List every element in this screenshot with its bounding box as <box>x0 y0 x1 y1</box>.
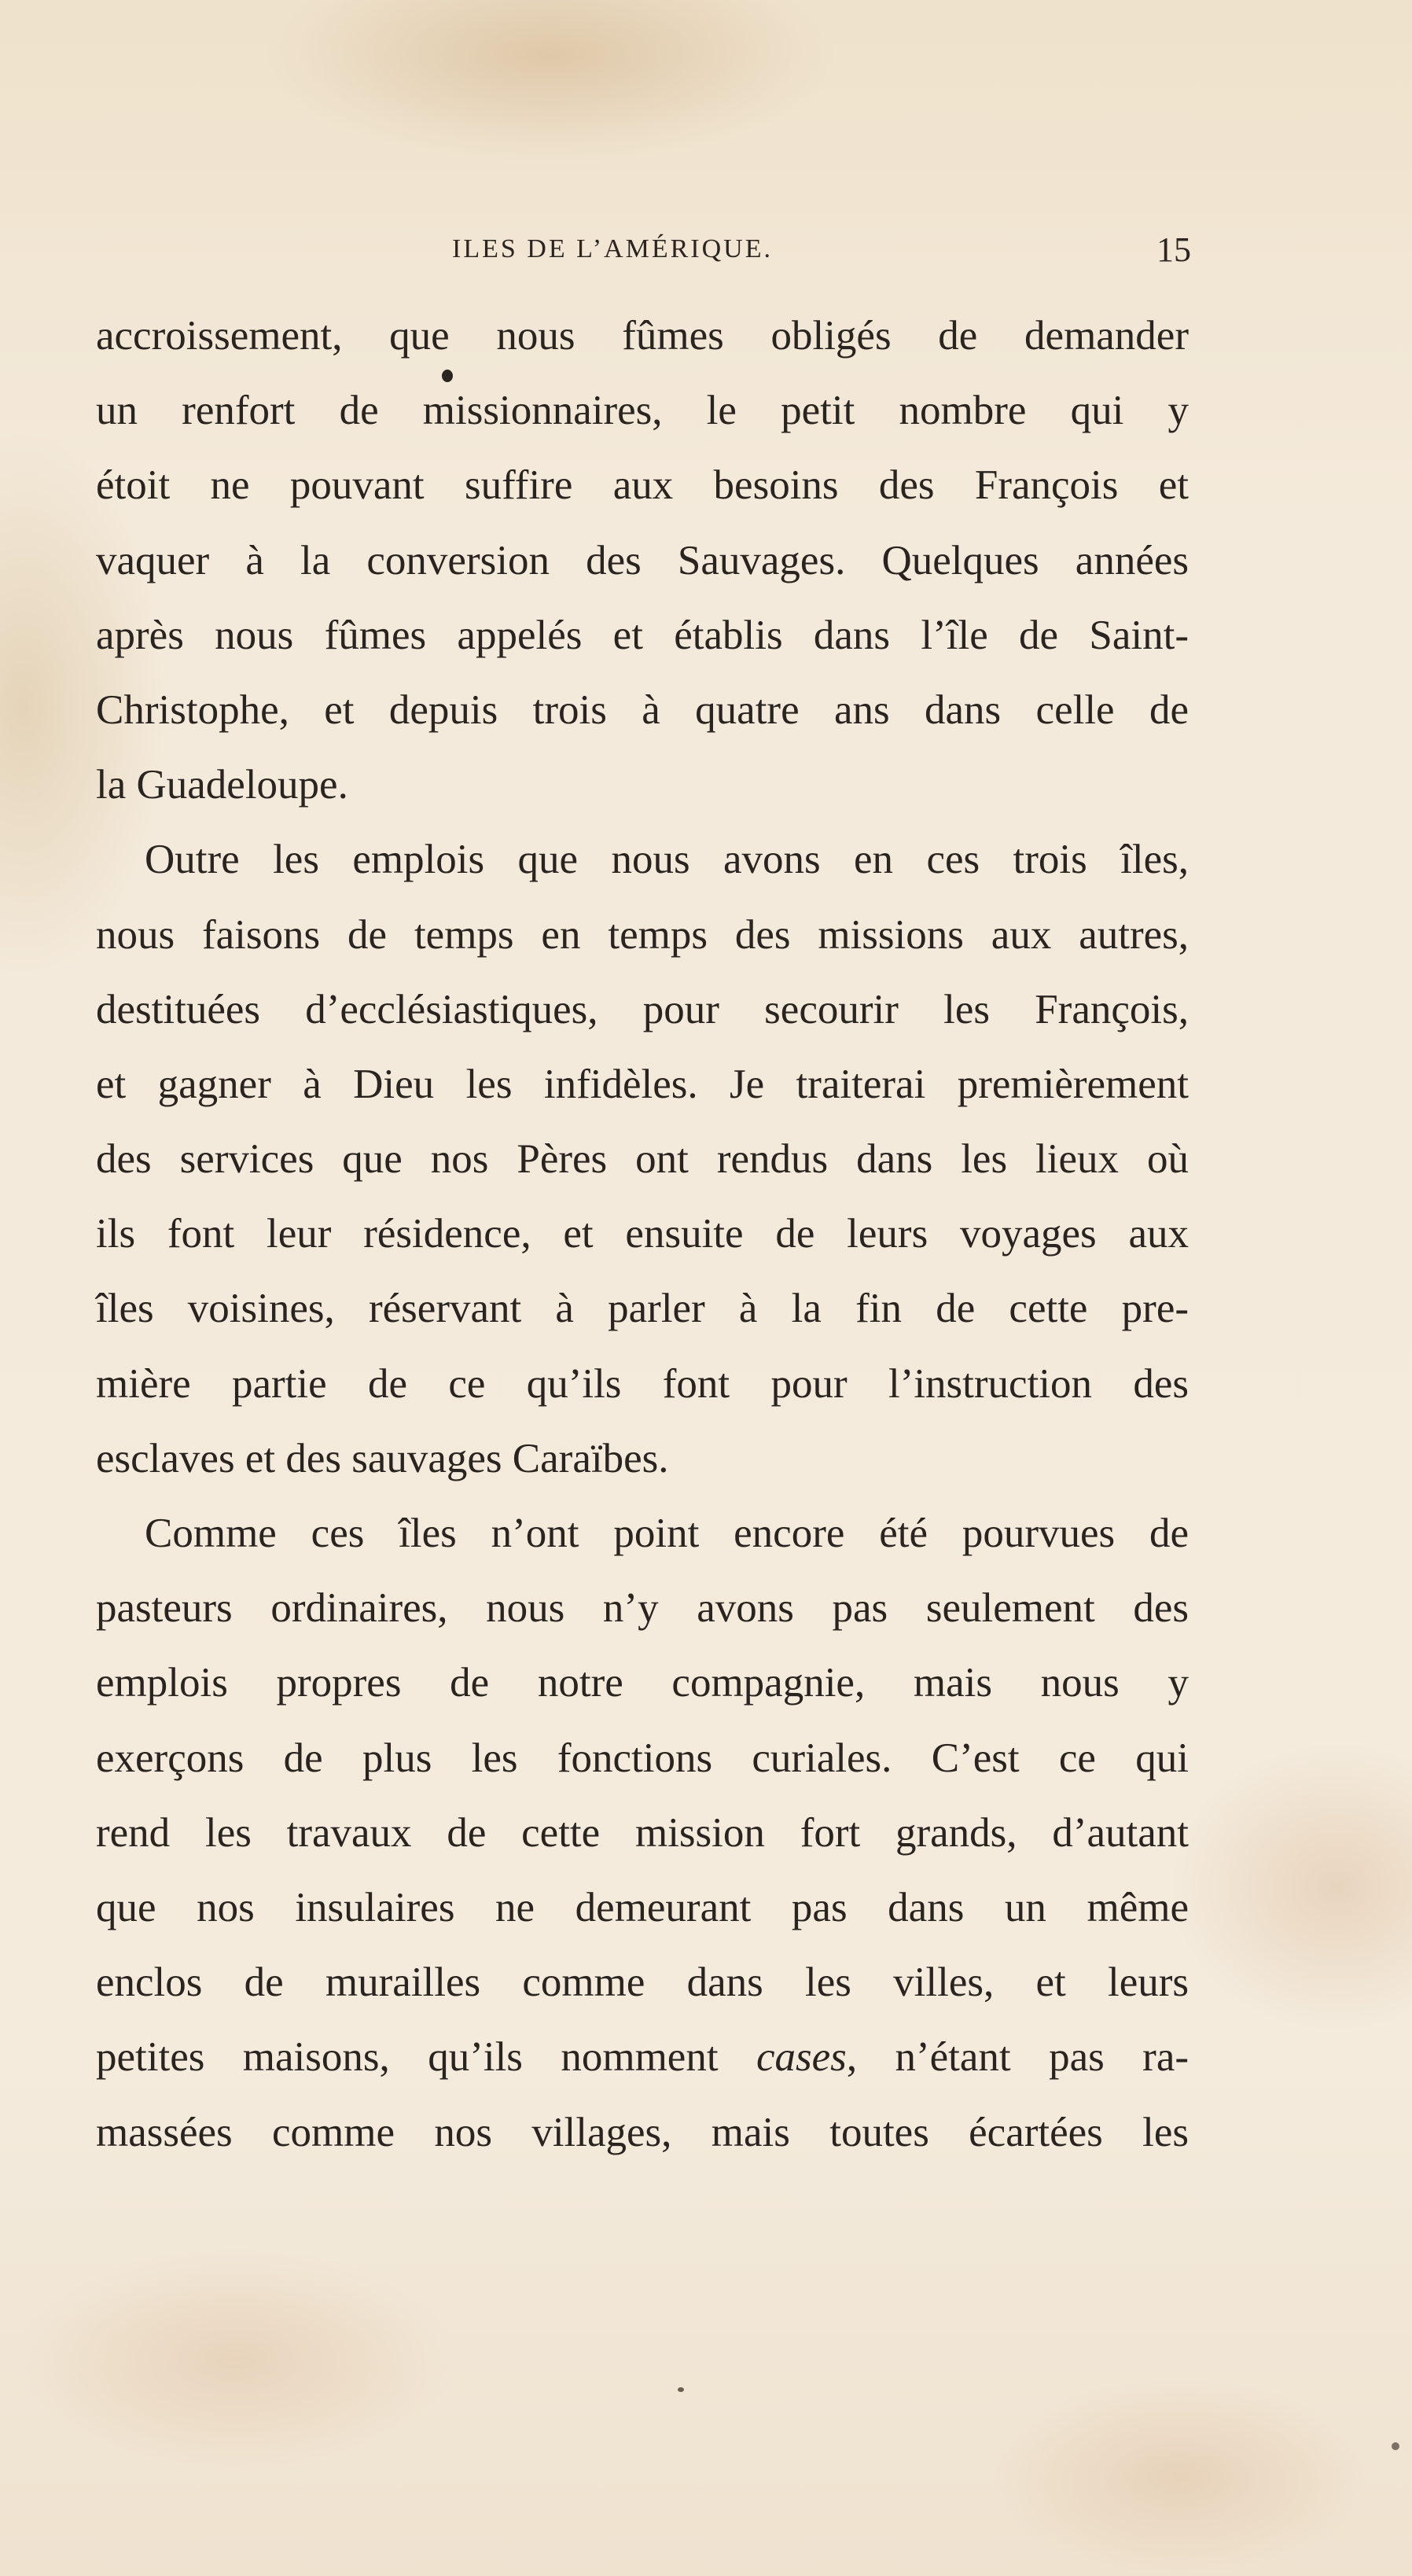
text-line: et gagner à Dieu les infidèles. Je traiterai premièrement <box>96 1061 1189 1107</box>
text-line: que nos insulaires ne demeurant pas dans un même <box>96 1884 1189 1930</box>
text-line: Outre les emplois que nous avons en ces trois îles, <box>145 837 1189 883</box>
italic-word: cases <box>756 2034 847 2081</box>
ink-spot <box>678 2387 684 2392</box>
body-text <box>96 299 1189 2170</box>
text-line: la Guadeloupe. <box>96 762 348 808</box>
text-line: enclos de murailles comme dans les villes, et leurs <box>96 1960 1189 2006</box>
text-line: des services que nos Pères ont rendus dans les lieux où <box>96 1136 1189 1183</box>
text-line: destituées d’ecclésiastiques, pour secourir les François, <box>96 986 1189 1032</box>
line-segment: , n’étant pas ra- <box>846 2034 1189 2081</box>
text-line: vaquer à la conversion des Sauvages. Quelques années <box>96 537 1189 583</box>
text-line-with-italic <box>96 2020 1189 2095</box>
text-line: emplois propres de notre compagnie, mais nous y <box>96 1660 1189 1706</box>
text-line: îles voisines, réservant à parler à la fin de cette pre- <box>96 1286 1189 1332</box>
text-line: mière partie de ce qu’ils font pour l’instruction des <box>96 1360 1189 1407</box>
text-line: après nous fûmes appelés et établis dans l’île de Saint- <box>96 612 1189 658</box>
ink-spot <box>1392 2442 1399 2450</box>
text-line: massées comme nos villages, mais toutes écartées les <box>96 2109 1189 2155</box>
page-number: 15 <box>1156 230 1191 269</box>
running-head <box>98 230 1191 274</box>
text-line: Christophe, et depuis trois à quatre ans dans celle de <box>96 686 1189 733</box>
text-line: Comme ces îles n’ont point encore été pourvues de <box>145 1511 1189 1556</box>
text-line: étoit ne pouvant suffire aux besoins des François et <box>96 462 1189 509</box>
text-line: nous faisons de temps en temps des missions aux autres, <box>96 911 1189 958</box>
text-line: esclaves et des sauvages Caraïbes. <box>96 1435 669 1481</box>
text-line: ils font leur résidence, et ensuite de leurs voyages aux <box>96 1211 1189 1257</box>
text-line: pasteurs ordinaires, nous n’y avons pas seulement des <box>96 1585 1189 1632</box>
text-line: exerçons de plus les fonctions curiales. C’est ce qui <box>96 1735 1189 1781</box>
text-line: accroissement, que nous fûmes obligés de demander <box>96 313 1189 359</box>
text-line: rend les travaux de cette mission fort grands, d’autant <box>96 1809 1189 1856</box>
line-segment: petites maisons, qu’ils nomment <box>96 2034 756 2081</box>
text-line: un renfort de missionnaires, le petit nombre qui y <box>96 388 1189 434</box>
ink-spot <box>442 370 453 382</box>
running-title: ILES DE L’AMÉRIQUE. <box>452 234 773 263</box>
